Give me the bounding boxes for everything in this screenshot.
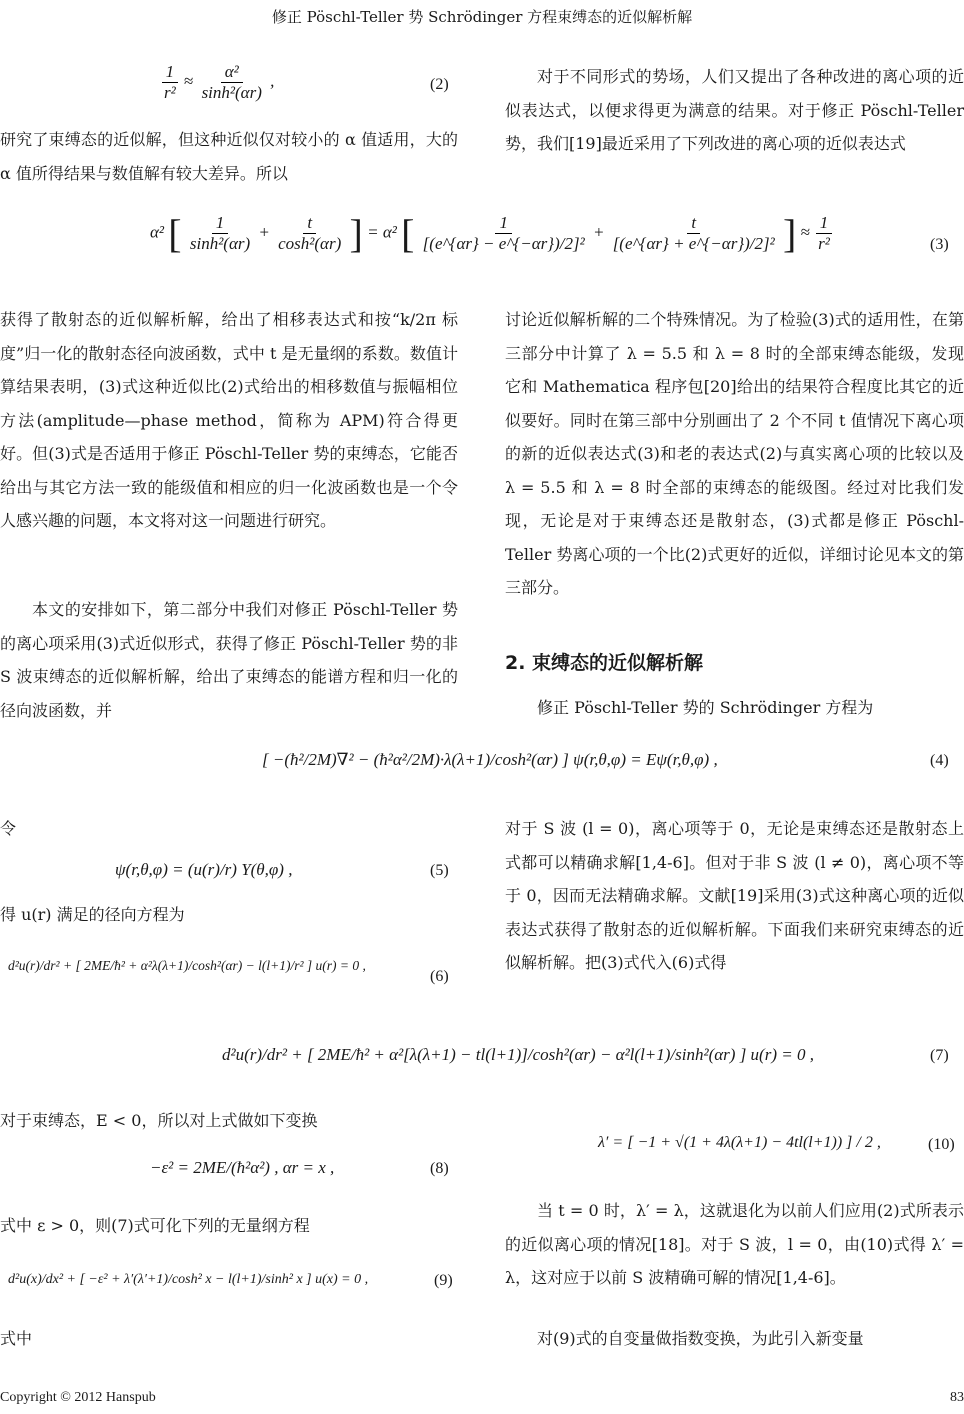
left-paragraph-1: 研究了束缚态的近似解，但这种近似仅对较小的 α 值适用，大的 α 值所得结果与数值解有较大差异。所以 xyxy=(0,130,458,183)
equation-number-5: (5) xyxy=(430,862,449,879)
footer-copyright: Copyright © 2012 Hanspub xyxy=(0,1390,156,1405)
equation-9: d²u(x)/dx² + [ −ε² + λ′(λ′+1)/cosh² x − l(l+1)/sinh² x ] u(x) = 0 , xyxy=(8,1272,369,1287)
equation-7: d²u(r)/dr² + [ 2ME/ħ² + α²[λ(λ+1) − tl(l+1)]/cosh²(αr) − α²l(l+1)/sinh²(αr) ] u(r) = 0 , xyxy=(222,1045,814,1064)
equation-3: α² [ $\frac{1}{\text{sinh²(αr)}}$ + $\frac{t}{\text{cosh²(αr)}}$ ] = α² [ $\frac{1}{\text{[(e\textasciicircum{}\{αr\} − e\textasciicircum{}\{−αr\})/2]²}}$ + $\frac{t}{\text{[(e\textasciicircum{}\{αr\} + e\textasciicircum{}\{−αr\})/2]²}}$ ] ≈ $\frac{1}{\text{r²}}$ xyxy=(150,210,834,257)
left-paragraph-2: 获得了散射态的近似解析解，给出了相移表达式和按“k/2π 标度”归一化的散射态径向波函数，式中 t 是无量纲的系数。数值计算结果表明，(3)式这种近似比(2)式给出的相移数值与振幅相位方法(amplitude—phase method，简称为 APM)符合得更好。但(3)式是否适用于修正 Pöschl-Teller 势的束缚态，它能否给出与其它方法一致的能级值和相应的归一化波函数也是一个令人感兴趣的问题，本文将对这一问题进行研究。 xyxy=(0,310,458,530)
equation-number-2: (2) xyxy=(430,76,449,93)
left-paragraph-6: 对于束缚态，E < 0，所以对上式做如下变换 xyxy=(0,1111,318,1130)
equation-number-8: (8) xyxy=(430,1160,449,1177)
equation-number-10: (10) xyxy=(928,1136,955,1153)
left-paragraph-8: 式中 xyxy=(0,1329,33,1348)
left-paragraph-5: 得 u(r) 满足的径向方程为 xyxy=(0,905,185,924)
equation-8: −ε² = 2ME/(ħ²α²) , αr = x , xyxy=(150,1158,335,1177)
left-paragraph-3: 本文的安排如下，第二部分中我们对修正 Pöschl-Teller 势的离心项采用(3)式近似形式，获得了修正 Pöschl-Teller 势的非 S 波束缚态的近似解析解，给出了束缚态的能谱方程和归一化的径向波函数，并 xyxy=(0,600,458,720)
equation-4: [ −(ħ²/2M)∇² − (ħ²α²/2M)·λ(λ+1)/cosh²(αr) ] ψ(r,θ,φ) = Eψ(r,θ,φ) , xyxy=(262,750,718,769)
equation-5: ψ(r,θ,φ) = (u(r)/r) Y(θ,φ) , xyxy=(115,860,293,879)
equation-2: $\frac{1}{\text{r²}}$ ≈ $\frac{\text{α²}}{\text{sinh²(αr)}}$ , xyxy=(160,62,274,103)
right-paragraph-2: 讨论近似解析解的二个特殊情况。为了检验(3)式的适用性，在第三部分中计算了 λ = 5.5 和 λ = 8 时的全部束缚态能级，发现它和 Mathematica 程序包[20]给出的结果符合程度比其它的近似要好。同时在第三部中分别画出了 2 个不同 t 值情况下离心项的新的近似表达式(3)和老的表达式(2)与真实离心项的比较以及 λ = 5.5 和 λ = 8 时全部的束缚态的能级图。经过对比我们发现，无论是对于束缚态还是散射态，(3)式都是修正 Pöschl-Teller 势离心项的一个比(2)式更好的近似，详细讨论见本文的第三部分。 xyxy=(505,310,964,597)
right-paragraph-4: 对于 S 波 (l = 0)，离心项等于 0，无论是束缚态还是散射态上式都可以精确求解[1,4-6]。但对于非 S 波 (l ≠ 0)，离心项不等于 0，因而无法精确求解。文献[19]采用(3)式这种离心项的近似表达式获得了散射态的近似解析解。下面我们来研究束缚态的近似解析解。把(3)式代入(6)式得 xyxy=(505,819,964,972)
right-paragraph-1: 对于不同形式的势场，人们又提出了各种改进的离心项的近似表达式，以便求得更为满意的结果。对于修正 Pöschl-Teller 势，我们[19]最近采用了下列改进的离心项的近似表达式 xyxy=(505,67,964,153)
equation-number-3: (3) xyxy=(930,236,949,253)
equation-number-7: (7) xyxy=(930,1047,949,1064)
equation-number-9: (9) xyxy=(434,1272,453,1289)
equation-number-4: (4) xyxy=(930,752,949,769)
equation-10: λ′ = [ −1 + √(1 + 4λ(λ+1) − 4tl(l+1)) ] / 2 , xyxy=(598,1134,881,1151)
equation-number-6: (6) xyxy=(430,968,449,985)
left-paragraph-7: 式中 ε > 0，则(7)式可化下列的无量纲方程 xyxy=(0,1216,310,1235)
section-heading: 2. 束缚态的近似解析解 xyxy=(505,652,704,674)
equation-6: d²u(r)/dr² + [ 2ME/ħ² + α²λ(λ+1)/cosh²(αr) − l(l+1)/r² ] u(r) = 0 , xyxy=(8,958,366,973)
right-paragraph-6: 对(9)式的自变量做指数变换，为此引入新变量 xyxy=(537,1329,864,1348)
running-header: 修正 Pöschl-Teller 势 Schrödinger 方程束缚态的近似解析解 xyxy=(271,8,693,26)
right-paragraph-5: 当 t = 0 时，λ′ = λ，这就退化为以前人们应用(2)式所表示的近似离心项的情况[18]。对于 S 波，l = 0，由(10)式得 λ′ = λ，这对应于以前 S 波精确可解的情况[1,4-6]。 xyxy=(505,1201,964,1287)
footer-page-number: 83 xyxy=(950,1390,964,1405)
left-paragraph-4: 令 xyxy=(0,819,17,838)
right-paragraph-3: 修正 Pöschl-Teller 势的 Schrödinger 方程为 xyxy=(537,698,874,717)
